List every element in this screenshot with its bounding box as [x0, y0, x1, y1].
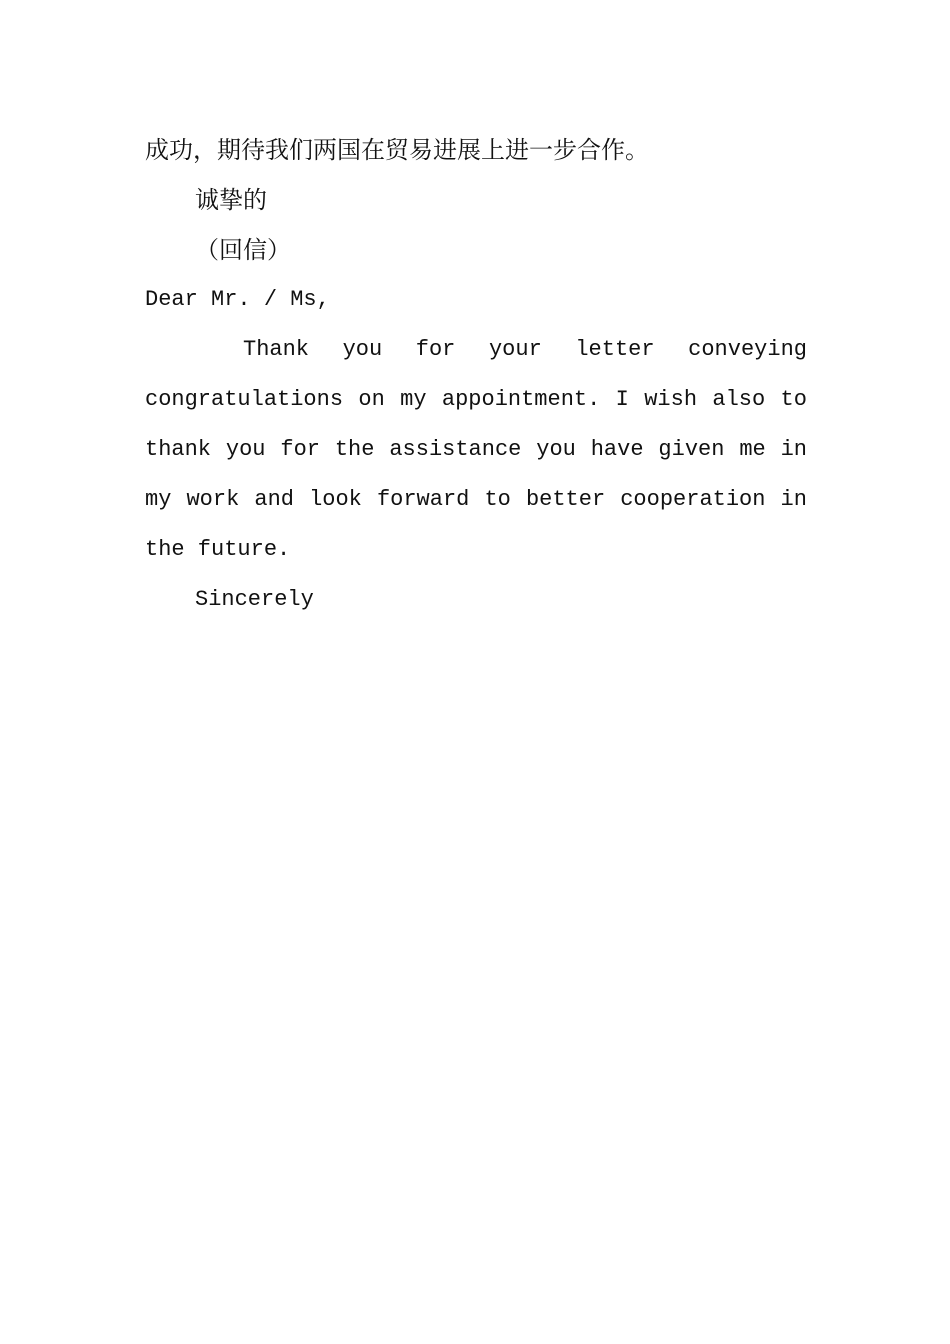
body-line-3	[145, 434, 807, 466]
word: the	[334, 437, 375, 462]
word: and	[254, 487, 294, 512]
word: congratulations	[145, 387, 344, 412]
word: for	[280, 437, 320, 462]
word: thank	[145, 437, 212, 462]
word: for	[415, 337, 456, 362]
word: assistance	[389, 437, 522, 462]
word: me	[739, 437, 766, 462]
word: to	[484, 487, 511, 512]
word: I	[615, 387, 629, 412]
word: you	[342, 337, 383, 362]
body-last-line: the future.	[145, 537, 291, 562]
word: on	[358, 387, 385, 412]
closing-line-cn: 成功，期待我们两国在贸易进展上进一步合作。	[145, 136, 649, 164]
word: better	[525, 487, 606, 512]
word: given	[658, 437, 725, 462]
body-line-2	[145, 384, 807, 416]
word: to	[780, 387, 807, 412]
word: Thank	[243, 337, 310, 362]
word: letter	[575, 337, 655, 362]
sign-off-cn: 诚挚的	[195, 186, 267, 214]
word: appointment.	[441, 387, 601, 412]
reply-heading: （回信）	[195, 236, 291, 264]
word: work	[186, 487, 240, 512]
word: wish	[644, 387, 698, 412]
word: in	[780, 487, 807, 512]
body-line-1	[243, 334, 807, 366]
word: your	[488, 337, 542, 362]
word: my	[400, 387, 427, 412]
word: also	[712, 387, 766, 412]
word: forward	[376, 487, 470, 512]
salutation: Dear Mr. / Ms,	[145, 287, 330, 312]
word: in	[780, 437, 807, 462]
word: my	[145, 487, 172, 512]
body-line-4	[145, 484, 807, 516]
word: cooperation	[620, 487, 766, 512]
sign-off-en: Sincerely	[195, 587, 314, 612]
word: have	[590, 437, 644, 462]
word: you	[225, 437, 266, 462]
word: you	[536, 437, 576, 462]
word: look	[309, 487, 362, 512]
word: conveying	[688, 337, 807, 362]
